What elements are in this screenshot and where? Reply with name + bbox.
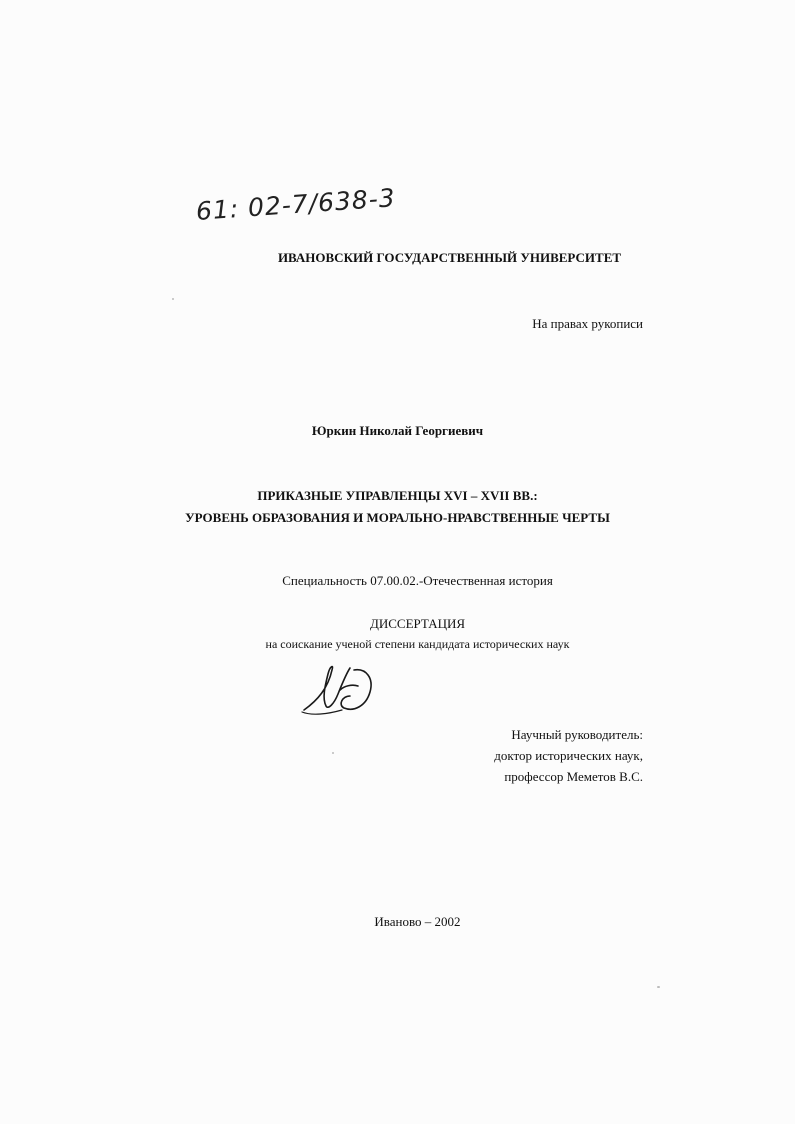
dissertation-title-line-1: ПРИКАЗНЫЕ УПРАВЛЕНЦЫ XVI – XVII ВВ.: bbox=[257, 488, 538, 503]
supervisor-degree: доктор исторических наук, bbox=[494, 748, 643, 763]
supervisor-name: профессор Меметов В.С. bbox=[504, 769, 643, 784]
signature-handwritten bbox=[298, 660, 378, 720]
specialty-line: Специальность 07.00.02.-Отечественная история bbox=[282, 573, 553, 588]
scan-speck bbox=[332, 752, 334, 754]
document-type: ДИССЕРТАЦИЯ bbox=[369, 616, 466, 631]
dissertation-title-line-2: УРОВЕНЬ ОБРАЗОВАНИЯ И МОРАЛЬНО-НРАВСТВЕННЫЕ ЧЕРТЫ bbox=[185, 510, 610, 525]
university-name: ИВАНОВСКИЙ ГОСУДАРСТВЕННЫЙ УНИВЕРСИТЕТ bbox=[277, 250, 622, 265]
author-name: Юркин Николай Георгиевич bbox=[311, 423, 484, 438]
city-year: Иваново – 2002 bbox=[374, 914, 461, 929]
supervisor-label: Научный руководитель: bbox=[511, 727, 643, 742]
manuscript-rights-note: На правах рукописи bbox=[532, 316, 643, 331]
archive-code-handwritten: 61: 02-7/638-3 bbox=[194, 183, 397, 226]
degree-line: на соискание ученой степени кандидата исторических наук bbox=[265, 637, 570, 651]
supervisor-block bbox=[494, 724, 643, 787]
scan-speck bbox=[172, 298, 174, 300]
scan-speck bbox=[657, 986, 660, 988]
